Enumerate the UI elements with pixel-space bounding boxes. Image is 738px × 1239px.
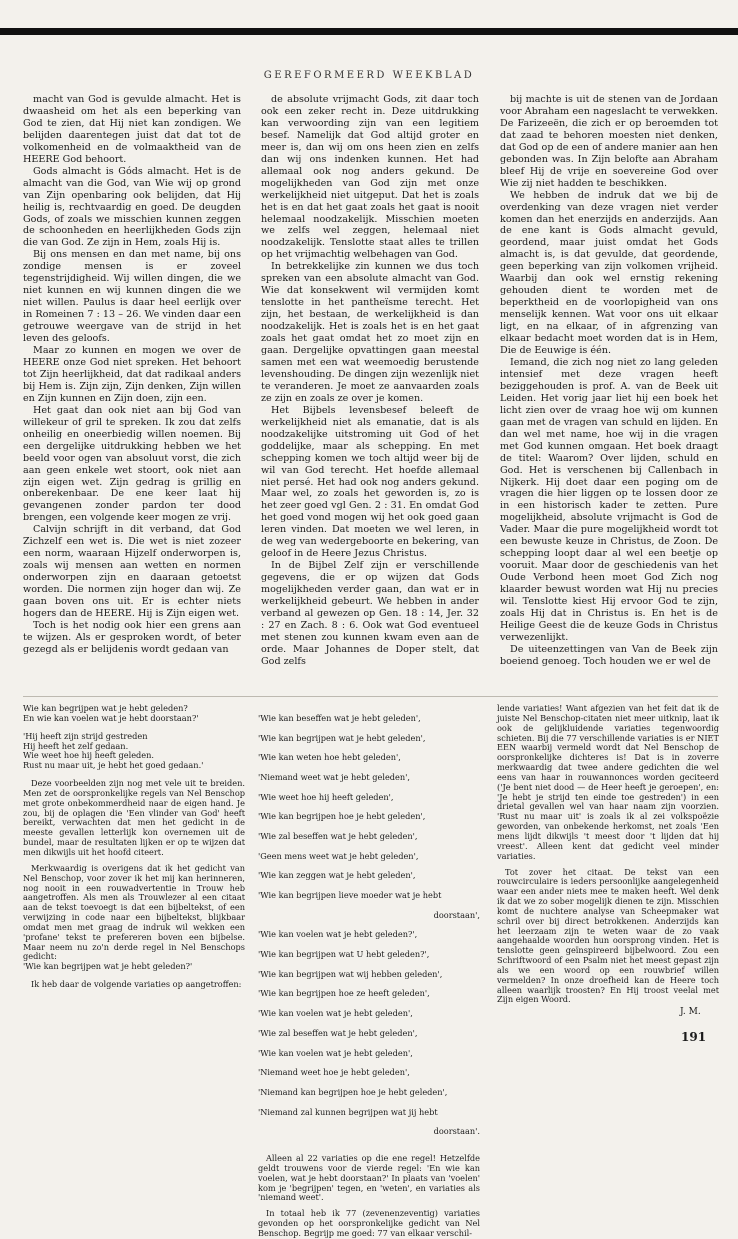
variation-line: doorstaan'. [433, 1126, 480, 1137]
paragraph: Maar zo kunnen en mogen we over de HEERE onze God niet spreken. Het behoort tot Zijn heerlijkheid, dat dat radikaal anders bij Hem is. Zijn zijn, Zijn denken, Zijn willen en Zijn kunnen en Zijn doen, zijn een. [23, 345, 241, 404]
variation-line: 'Wie weet hoe hij heeft geleden', [258, 791, 394, 802]
paragraph: Merkwaardig is overigens dat ik het gedicht van Nel Benschop, voor zover ik het mij kan herinneren, nog nooit in een rouwadvertentie in Trouw heb aangetroffen. Als men als Trouwlezer al een citaat aan de tekst toevoegt is dat een bijbeltekst, of een verwijzing in code naar een bijbeltekst, blijkbaar omdat men met graag de indruk wil wekken een 'profane' tekst te prefereren boven een bijbelse. Maar neem nu zo'n derde regel in Nel Benschops gedicht: [23, 862, 245, 962]
running-header: GEREFORMEERD WEEKBLAD [263, 70, 475, 81]
footnote-column-1 [23, 704, 245, 1016]
paragraph: Tot zover het citaat. De tekst van een rouwcirculaire is ieders persoonlijke aangelegenheid waar een ander niets mee te maken heeft. Wel denk ik dat we zo sober mogelijk dienen te zijn. Misschien komt de nuchtere analyse van Scheepmaker wat schril over bij direct betrokkenen. Anderzijds kan het leerzaam zijn te weten waar de zo vaak aangehaalde woorden hun oorsprong vinden. Het is tenslotte geen geïnspireerd bijbelwoord. Zou een Schriftwoord of een Psalm niet het meest gepast zijn als we een woord op een rouwbrief willen vermelden? In onze droefheid kan de Heere toch alleen waarlijk troosten? En Hij troost veelal met Zijn eigen Woord. [497, 866, 719, 1005]
paragraph: Deze voorbeelden zijn nog met vele uit te breiden. Men zet de oorspronkelijke regels van Nel Benschop met grote onbekommerdheid naar de eigen hand. Je zou, bij de oplagen die 'Een vlinder van God' heeft bereikt, verwachten dat men het gedicht in de meeste gevallen letterlijk kon overnemen uit de bundel, maar de resultaten lijken er op te wijzen dat men dikwijls uit het hoofd citeert. [23, 778, 245, 857]
variation-line: 'Wie kan begrijpen hoe ze heeft geleden', [258, 988, 430, 999]
variation-line: doorstaan', [433, 909, 480, 920]
paragraph: De uiteenzettingen van Van de Beek zijn boeiend genoeg. Toch houden we er wel de [500, 643, 718, 667]
variation-line: 'Niemand zal kunnen begrijpen wat jij hebt [258, 1106, 438, 1117]
paragraph: In betrekkelijke zin kunnen we dus toch spreken van een absolute almacht van God. Wie dat konsekwent wil vermijden komt tenslotte in het pantheïsme terecht. Het zijn, het bestaan, de werkelijkheid is dan noodzakelijk. Het is zoals het is en het gaat zoals het gaat omdat het zo moet zijn en gaan. Dergelijke opvattingen gaan meestal samen met een wat weemoedig berustende levenshouding. De dingen zijn wezenlijk niet te veranderen. Je moet ze aanvaarden zoals ze zijn en zoals ze over je komen. [261, 261, 479, 404]
variation-line: 'Niemand weet wat je hebt geleden', [258, 771, 411, 782]
top-border [0, 28, 738, 35]
footnote-column-3 [497, 704, 719, 1016]
paragraph: bij machte is uit de stenen van de Jordaan voor Abraham een nageslacht te verwekken. De Farizeeën, die zich er op beroemden tot dat zaad te behoren moesten niet denken, dat God op de een of andere manier aan hen gebonden was. In Zijn belofte aan Abraham bleef Hij de vrije en soevereine God over Wie zij niet hadden te beschikken. [500, 94, 718, 189]
paragraph: We hebben de indruk dat we bij de overdenking van deze vragen niet verder komen dan het enerzijds en anderzijds. Aan de ene kant is Gods almacht gevuld, geordend, maar juist omdat het Gods almacht is, is dat gevulde, dat geordende, geen beperking van zijn volkomen vrijheid. Waarbij dan ook wel ernstig rekening gehouden dient te worden met de beperktheid en de voorlopigheid van ons menselijk kennen. Wat voor ons uit elkaar ligt, en na elkaar, of in afgrenzing van elkaar bedacht moet worden dat is in Hem, Die de Eeuwige is één. [500, 189, 718, 357]
variation-line: 'Niemand weet hoe je hebt geleden', [258, 1067, 410, 1078]
paragraph: Bij ons mensen en dan met name, bij ons zondige mensen is er zoveel tegenstrijdigheid. Wij willen dingen, die we niet kunnen en wij kunnen dingen die we niet willen. Paulus is daar heel eerlijk over in Romeinen 7 : 13 – 26. We vinden daar een getrouwe weergave van de strijd in het leven des geloofs. [23, 249, 241, 345]
paragraph: de absolute vrijmacht Gods, zit daar toch ook een zeker recht in. Deze uitdrukking kan verwoording zijn van een legitiem besef. Namelijk dat God altijd groter en meer is, dan wij om ons heen zien en zelfs dan wij ons indenken kunnen. Het had allemaal ook nog anders gekund. De mogelijkheden van God zijn met onze werkelijkheid niet uitgeput. Dat het is zoals het is en dat het gaat zoals het gaat is nooit helemaal noodzakelijk. Misschien moeten we zelfs wel zeggen, helemaal niet noodzakelijk. Tenslotte staat alles te trillen op het vrijmachtig welbehagen van God. [261, 94, 479, 261]
paragraph: Gods almacht is Góds almacht. Het is de almacht van die God, van Wie wij op grond van Zijn openbaring ook belijden, dat Hij heilig is, rechtvaardig en goed. De deugden Gods, of zoals we misschien kunnen zeggen de schoonheden en heerlijkheden Gods zijn die van God. Ze zijn in Hem, zoals Hij is. [23, 165, 241, 249]
author-signature: J. M. [680, 1007, 701, 1017]
variation-line: 'Wie kan zeggen wat je hebt geleden', [258, 870, 416, 881]
paragraph: Het gaat dan ook niet aan bij God van willekeur of gril te spreken. Ik zou dat zelfs onheilig en oneerbiedig willen noemen. Bij een dergelijke uitdrukking hebben we het beeld voor ogen van absoluut vorst, die zich aan geen enkele wet stoort, ook niet aan zijn eigen wet. Zijn gedrag is grillig en onberekenbaar. De ene keer laat hij gevangenen zonder pardon ter dood brengen, een volgende keer mogen ze vrij. [23, 404, 241, 524]
paragraph: Iemand, die zich nog niet zo lang geleden intensief met deze vragen heeft beziggehouden is prof. A. van de Beek uit Leiden. Het vorig jaar liet hij een boek het licht zien over de vraag hoe wij om kunnen gaan met de vragen van schuld en lijden. En dan wel met name, hoe wij in die vragen met God kunnen omgaan. Het boek draagt de titel: Waarom? Over lijden, schuld en God. Het is verschenen bij Callenbach in Nijkerk. Hij doet daar een poging om de vragen die hier liggen op te lossen door ze in een historisch kader te zetten. Pure mogelijkheid, absolute vrijmacht is God de Vader. Maar die pure mogelijkheid wordt tot een bewuste keuze in Christus, de Zoon. De schepping loopt daar al wel een beetje op vooruit. Maar door de geschiedenis van het Oude Verbond heen moet God Zich nog klaarder bewust worden wat Hij nu precies wil. Tenslotte kiest Hij ervoor God te zijn, zoals Hij dat in Christus is. En het is de Heilige Geest die de keuze Gods in Christus verwezenlijkt. [500, 356, 718, 643]
variation-line: 'Wie kan begrijpen wat je hebt geleden', [258, 732, 426, 743]
variation-line: 'Wie kan voelen wat je hebt geleden', [258, 1008, 413, 1019]
variations-list [258, 704, 480, 1147]
paragraph: Toch is het nodig ook hier een grens aan te wijzen. Als er gesproken wordt, of beter gezegd als er belijdenis wordt gedaan van [23, 619, 241, 655]
page-number: 191 [681, 1030, 707, 1044]
poem-quote: 'Hij heeft zijn strijd gestreden Hij heeft het zelf gedaan. Wie weet hoe hij heeft geleden. Rust nu maar uit, je hebt het goed gedaan.' [23, 730, 204, 771]
paragraph: In totaal heb ik 77 (zevenenzeventig) variaties gevonden op het oorspronkelijke gedicht van Nel Benschop. Begrijp me goed: 77 van elkaar verschil- [258, 1208, 480, 1238]
variation-line: 'Wie kan begrijpen hoe je hebt geleden', [258, 811, 426, 822]
variation-line: 'Niemand kan begrijpen hoe je hebt geleden', [258, 1086, 448, 1097]
section-divider [23, 696, 718, 697]
poem-quote: Wie kan begrijpen wat je hebt geleden? En wie kan voelen wat je hebt doorstaan?' [23, 703, 199, 723]
paragraph: Ik heb daar de volgende variaties op aangetroffen: [31, 979, 242, 990]
paragraph: Het Bijbels levensbesef beleeft de werkelijkheid niet als emanatie, dat is als noodzakelijke uitstroming uit God of het goddelijke, maar als schepping. En met schepping komen we toch altijd weer bij de wil van God terecht. Het hoefde allemaal niet persé. Het had ook nog anders gekund. Maar wel, zo zoals het geworden is, zo is het zeer goed vgl Gen. 2 : 31. En omdat God het goed vond mogen wij het ook goed gaan leren vinden. Dat moeten we wel leren, in de weg van wedergeboorte en bekering, van geloof in de Heere Jezus Christus. [261, 404, 479, 560]
variation-line: 'Wie kan voelen wat je hebt geleden', [258, 1047, 413, 1058]
variation-line: 'Wie zal beseffen wat je hebt geleden', [258, 830, 418, 841]
quote-line: 'Wie kan begrijpen wat je hebt geleden?' [23, 961, 193, 972]
body-column-1 [23, 94, 241, 692]
variation-line: 'Wie kan begrijpen wat wij hebben geleden', [258, 968, 443, 979]
paragraph: macht van God is gevulde almacht. Het is dwaasheid om het als een beperking van God te zien, dat Hij niet kan zondigen. We belijden daarentegen juist dat dat tot de volkomenheid en de volmaaktheid van de HEERE God behoort. [23, 94, 241, 165]
variation-line: 'Wie kan voelen wat je hebt geleden?', [258, 929, 418, 940]
variation-line: 'Wie kan begrijpen wat U hebt geleden?', [258, 949, 430, 960]
variation-line: 'Geen mens weet wat je hebt geleden', [258, 850, 419, 861]
body-column-3 [500, 94, 718, 692]
body-column-2 [261, 94, 479, 692]
variation-line: 'Wie zal beseffen wat je hebt geleden', [258, 1027, 418, 1038]
paragraph: Calvijn schrijft in dit verband, dat God Zichzelf een wet is. Die wet is niet zozeer een norm, waaraan Hijzelf onderworpen is, zoals wij mensen aan wetten en normen onderworpen zijn en daaraan getoetst worden. Die normen zijn hoger dan wij. Ze gaan boven ons uit. Er is echter niets hogers dan de HEERE. Hij is Zijn eigen wet. [23, 524, 241, 619]
paragraph: In de Bijbel Zelf zijn er verschillende gegevens, die er op wijzen dat Gods mogelijkheden verder gaan, dan wat er in werkelijkheid gebeurt. We hebben in ander verband al gewezen op Gen. 18 : 14, Jer. 32 : 27 en Zach. 8 : 6. Ook wat God eventueel met stenen zou kunnen kwam even aan de orde. Maar Johannes de Doper stelt, dat God zelfs [261, 560, 479, 667]
paragraph: Alleen al 22 variaties op die ene regel! Hetzelfde geldt trouwens voor de vierde regel: 'En wie kan voelen, wat je hebt doorstaan?' In plaats van 'voelen' kom je 'begrijpen' tegen, en 'weten', en variaties als 'niemand weet'. [258, 1152, 480, 1203]
variation-line: 'Wie kan begrijpen lieve moeder wat je hebt [258, 890, 442, 901]
paragraph: lende variaties! Want afgezien van het feit dat ik de juiste Nel Benschop-citaten niet meer uitknip, laat ik ook de gelijkluidende variaties tegenwoordig schieten. Bij die 77 verschillende variaties is er NIET EEN waarbij vermeld wordt dat Nel Benschop de oorspronkelijke dichteres is! Dat is in zoverre merkwaardig dat twee andere gedichten die wel eens van haar in rouwannonces worden geciteerd ('Je bent niet dood — de Heer heeft je geroepen', en: 'Je hebt je strijd ten einde toe gestreden') in een drietal gevallen wel van haar naam zijn voorzien. 'Rust nu maar uit' is zoals ik al zei volkspoëzie geworden, van onbekende herkomst, net zoals 'Een mens lijdt dikwijls 't meest door 't lijden dat hij vreest'. Alleen kent dat gedicht veel minder variaties. [497, 703, 719, 861]
footnote-column-2 [258, 704, 480, 1238]
variation-line: 'Wie kan beseffen wat je hebt geleden', [258, 712, 421, 723]
variation-line: 'Wie kan weten hoe hebt geleden', [258, 752, 401, 763]
